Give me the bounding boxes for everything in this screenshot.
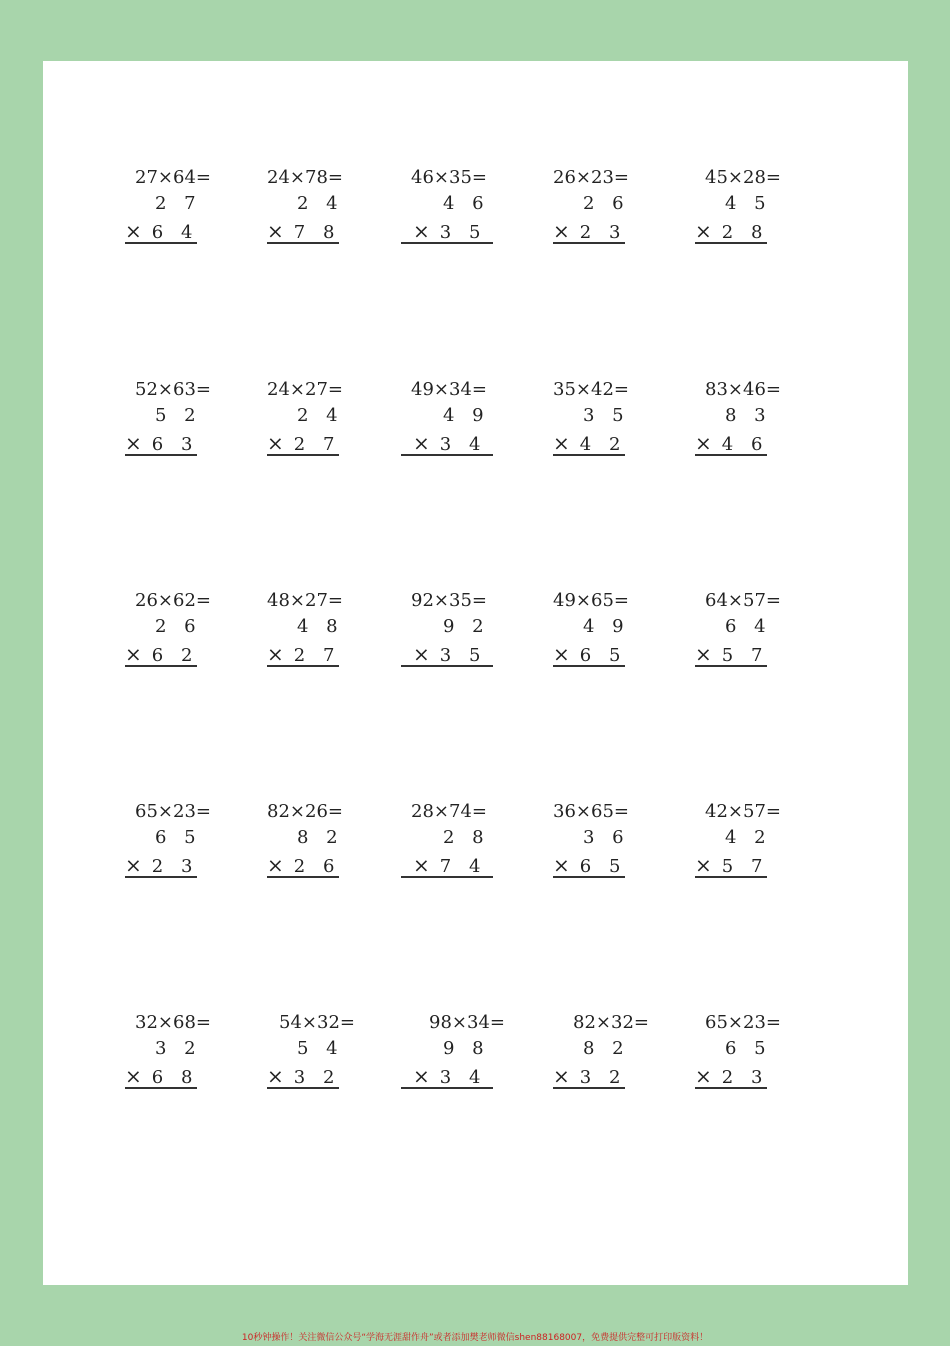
problem-equation: 24×27= [267, 379, 343, 400]
problem-equation: 83×46= [705, 379, 781, 400]
times-symbol: × [125, 431, 142, 455]
times-symbol: × [553, 642, 570, 666]
times-symbol: × [553, 431, 570, 455]
multiplication-problem [125, 167, 235, 247]
problem-equation: 26×62= [135, 590, 211, 611]
multiplicand: 5 4 [297, 1038, 344, 1059]
multiplicand: 4 8 [297, 616, 344, 637]
answer-rule [267, 454, 339, 456]
multiplier: 6 3 [151, 434, 199, 455]
multiplier-line [125, 642, 198, 666]
answer-rule [125, 242, 197, 244]
multiplier-line [553, 1064, 626, 1088]
answer-rule [695, 242, 767, 244]
multiplicand: 2 7 [155, 193, 202, 214]
multiplier: 7 8 [293, 222, 341, 243]
multiplication-problem [553, 801, 663, 881]
problem-equation: 27×64= [135, 167, 211, 188]
multiplier: 3 4 [439, 434, 487, 455]
multiplier: 6 2 [151, 645, 199, 666]
times-symbol: × [695, 1064, 712, 1088]
multiplier: 4 6 [721, 434, 769, 455]
multiplier-line [553, 853, 626, 877]
times-symbol: × [413, 642, 430, 666]
multiplicand: 3 6 [583, 827, 630, 848]
multiplier-line [267, 431, 340, 455]
times-symbol: × [695, 219, 712, 243]
multiplication-problem [267, 379, 377, 459]
multiplicand: 6 4 [725, 616, 772, 637]
times-symbol: × [125, 853, 142, 877]
times-symbol: × [413, 1064, 430, 1088]
times-symbol: × [125, 642, 142, 666]
times-symbol: × [413, 431, 430, 455]
multiplicand: 8 2 [583, 1038, 630, 1059]
answer-rule [695, 876, 767, 878]
multiplication-problem [267, 590, 377, 670]
multiplier-line [553, 219, 626, 243]
problem-equation: 35×42= [553, 379, 629, 400]
multiplier: 4 2 [579, 434, 627, 455]
multiplicand: 2 8 [443, 827, 490, 848]
problem-equation: 48×27= [267, 590, 343, 611]
answer-rule [125, 876, 197, 878]
multiplier-line [695, 431, 768, 455]
multiplication-problem [695, 1012, 805, 1092]
multiplier: 6 5 [579, 856, 627, 877]
problem-equation: 82×32= [573, 1012, 649, 1033]
multiplicand: 5 2 [155, 405, 202, 426]
multiplier-line [413, 219, 486, 243]
problem-equation: 52×63= [135, 379, 211, 400]
times-symbol: × [267, 642, 284, 666]
times-symbol: × [695, 642, 712, 666]
multiplier: 6 4 [151, 222, 199, 243]
multiplier: 2 3 [721, 1067, 769, 1088]
problem-equation: 54×32= [279, 1012, 355, 1033]
multiplicand: 2 4 [297, 405, 344, 426]
multiplier-line [695, 642, 768, 666]
multiplier-line [413, 853, 486, 877]
multiplier-line [413, 1064, 486, 1088]
multiplier-line [695, 853, 768, 877]
multiplicand: 2 4 [297, 193, 344, 214]
worksheet-page [43, 61, 908, 1285]
multiplier: 3 5 [439, 645, 487, 666]
problem-equation: 49×34= [411, 379, 487, 400]
multiplicand: 3 5 [583, 405, 630, 426]
answer-rule [695, 454, 767, 456]
multiplication-problem [553, 1012, 663, 1092]
multiplier-line [413, 431, 486, 455]
multiplication-problem [125, 1012, 235, 1092]
multiplication-problem [401, 801, 511, 881]
multiplicand: 9 2 [443, 616, 490, 637]
multiplier-line [267, 853, 340, 877]
answer-rule [267, 242, 339, 244]
answer-rule [267, 876, 339, 878]
problem-equation: 36×65= [553, 801, 629, 822]
times-symbol: × [267, 853, 284, 877]
multiplication-problem [553, 379, 663, 459]
answer-rule [553, 242, 625, 244]
multiplicand: 2 6 [155, 616, 202, 637]
problem-equation: 24×78= [267, 167, 343, 188]
multiplication-problem [401, 1012, 511, 1092]
problem-equation: 42×57= [705, 801, 781, 822]
multiplier: 7 4 [439, 856, 487, 877]
multiplicand: 8 3 [725, 405, 772, 426]
times-symbol: × [695, 853, 712, 877]
multiplicand: 3 2 [155, 1038, 202, 1059]
multiplier-line [267, 642, 340, 666]
multiplier-line [553, 431, 626, 455]
multiplication-problem [125, 379, 235, 459]
multiplication-problem [401, 379, 511, 459]
multiplier: 5 7 [721, 856, 769, 877]
answer-rule [695, 1087, 767, 1089]
multiplicand: 2 6 [583, 193, 630, 214]
answer-rule [125, 1087, 197, 1089]
multiplier: 3 2 [293, 1067, 341, 1088]
multiplier: 3 4 [439, 1067, 487, 1088]
multiplier: 2 7 [293, 645, 341, 666]
multiplier: 6 8 [151, 1067, 199, 1088]
multiplier-line [695, 219, 768, 243]
problem-equation: 46×35= [411, 167, 487, 188]
problem-equation: 65×23= [705, 1012, 781, 1033]
answer-rule [401, 454, 493, 456]
problem-equation: 82×26= [267, 801, 343, 822]
problem-equation: 28×74= [411, 801, 487, 822]
problem-equation: 49×65= [553, 590, 629, 611]
answer-rule [695, 665, 767, 667]
times-symbol: × [695, 431, 712, 455]
multiplication-problem [401, 590, 511, 670]
multiplicand: 4 5 [725, 193, 772, 214]
multiplier-line [125, 219, 198, 243]
times-symbol: × [125, 1064, 142, 1088]
problem-equation: 92×35= [411, 590, 487, 611]
problem-equation: 32×68= [135, 1012, 211, 1033]
multiplication-problem [695, 167, 805, 247]
answer-rule [553, 1087, 625, 1089]
answer-rule [553, 876, 625, 878]
answer-rule [125, 454, 197, 456]
problem-equation: 26×23= [553, 167, 629, 188]
multiplier: 3 5 [439, 222, 487, 243]
multiplication-problem [695, 590, 805, 670]
multiplication-problem [695, 801, 805, 881]
multiplier-line [125, 853, 198, 877]
times-symbol: × [413, 219, 430, 243]
times-symbol: × [553, 219, 570, 243]
multiplication-problem [695, 379, 805, 459]
multiplicand: 4 9 [583, 616, 630, 637]
times-symbol: × [125, 219, 142, 243]
multiplier-line [267, 219, 340, 243]
times-symbol: × [413, 853, 430, 877]
problem-equation: 45×28= [705, 167, 781, 188]
multiplier-line [413, 642, 486, 666]
problem-equation: 65×23= [135, 801, 211, 822]
answer-rule [401, 876, 493, 878]
multiplication-problem [125, 590, 235, 670]
multiplicand: 4 9 [443, 405, 490, 426]
answer-rule [401, 665, 493, 667]
problem-equation: 98×34= [429, 1012, 505, 1033]
multiplication-problem [267, 1012, 377, 1092]
multiplier: 2 3 [579, 222, 627, 243]
multiplication-problem [553, 590, 663, 670]
multiplicand: 4 2 [725, 827, 772, 848]
answer-rule [401, 1087, 493, 1089]
answer-rule [125, 665, 197, 667]
multiplier-line [125, 431, 198, 455]
multiplication-problem [267, 801, 377, 881]
multiplier-line [695, 1064, 768, 1088]
multiplier: 2 8 [721, 222, 769, 243]
answer-rule [267, 665, 339, 667]
footer-notice: 10秒钟操作！关注微信公众号“学海无涯甜作舟”或者添加樊老师微信shen88168007，免费提供完整可打印版资料！ [241, 1333, 709, 1343]
multiplication-problem [267, 167, 377, 247]
times-symbol: × [553, 853, 570, 877]
multiplier: 2 3 [151, 856, 199, 877]
times-symbol: × [553, 1064, 570, 1088]
answer-rule [553, 665, 625, 667]
multiplier: 2 7 [293, 434, 341, 455]
multiplicand: 6 5 [155, 827, 202, 848]
multiplication-problem [125, 801, 235, 881]
answer-rule [553, 454, 625, 456]
multiplicand: 4 6 [443, 193, 490, 214]
answer-rule [267, 1087, 339, 1089]
multiplicand: 6 5 [725, 1038, 772, 1059]
multiplier: 3 2 [579, 1067, 627, 1088]
times-symbol: × [267, 219, 284, 243]
multiplier-line [125, 1064, 198, 1088]
multiplicand: 9 8 [443, 1038, 490, 1059]
multiplication-problem [401, 167, 511, 247]
answer-rule [401, 242, 493, 244]
times-symbol: × [267, 431, 284, 455]
multiplier: 2 6 [293, 856, 341, 877]
multiplier-line [553, 642, 626, 666]
multiplier: 5 7 [721, 645, 769, 666]
problem-equation: 64×57= [705, 590, 781, 611]
multiplicand: 8 2 [297, 827, 344, 848]
multiplier: 6 5 [579, 645, 627, 666]
multiplier-line [267, 1064, 340, 1088]
times-symbol: × [267, 1064, 284, 1088]
multiplication-problem [553, 167, 663, 247]
